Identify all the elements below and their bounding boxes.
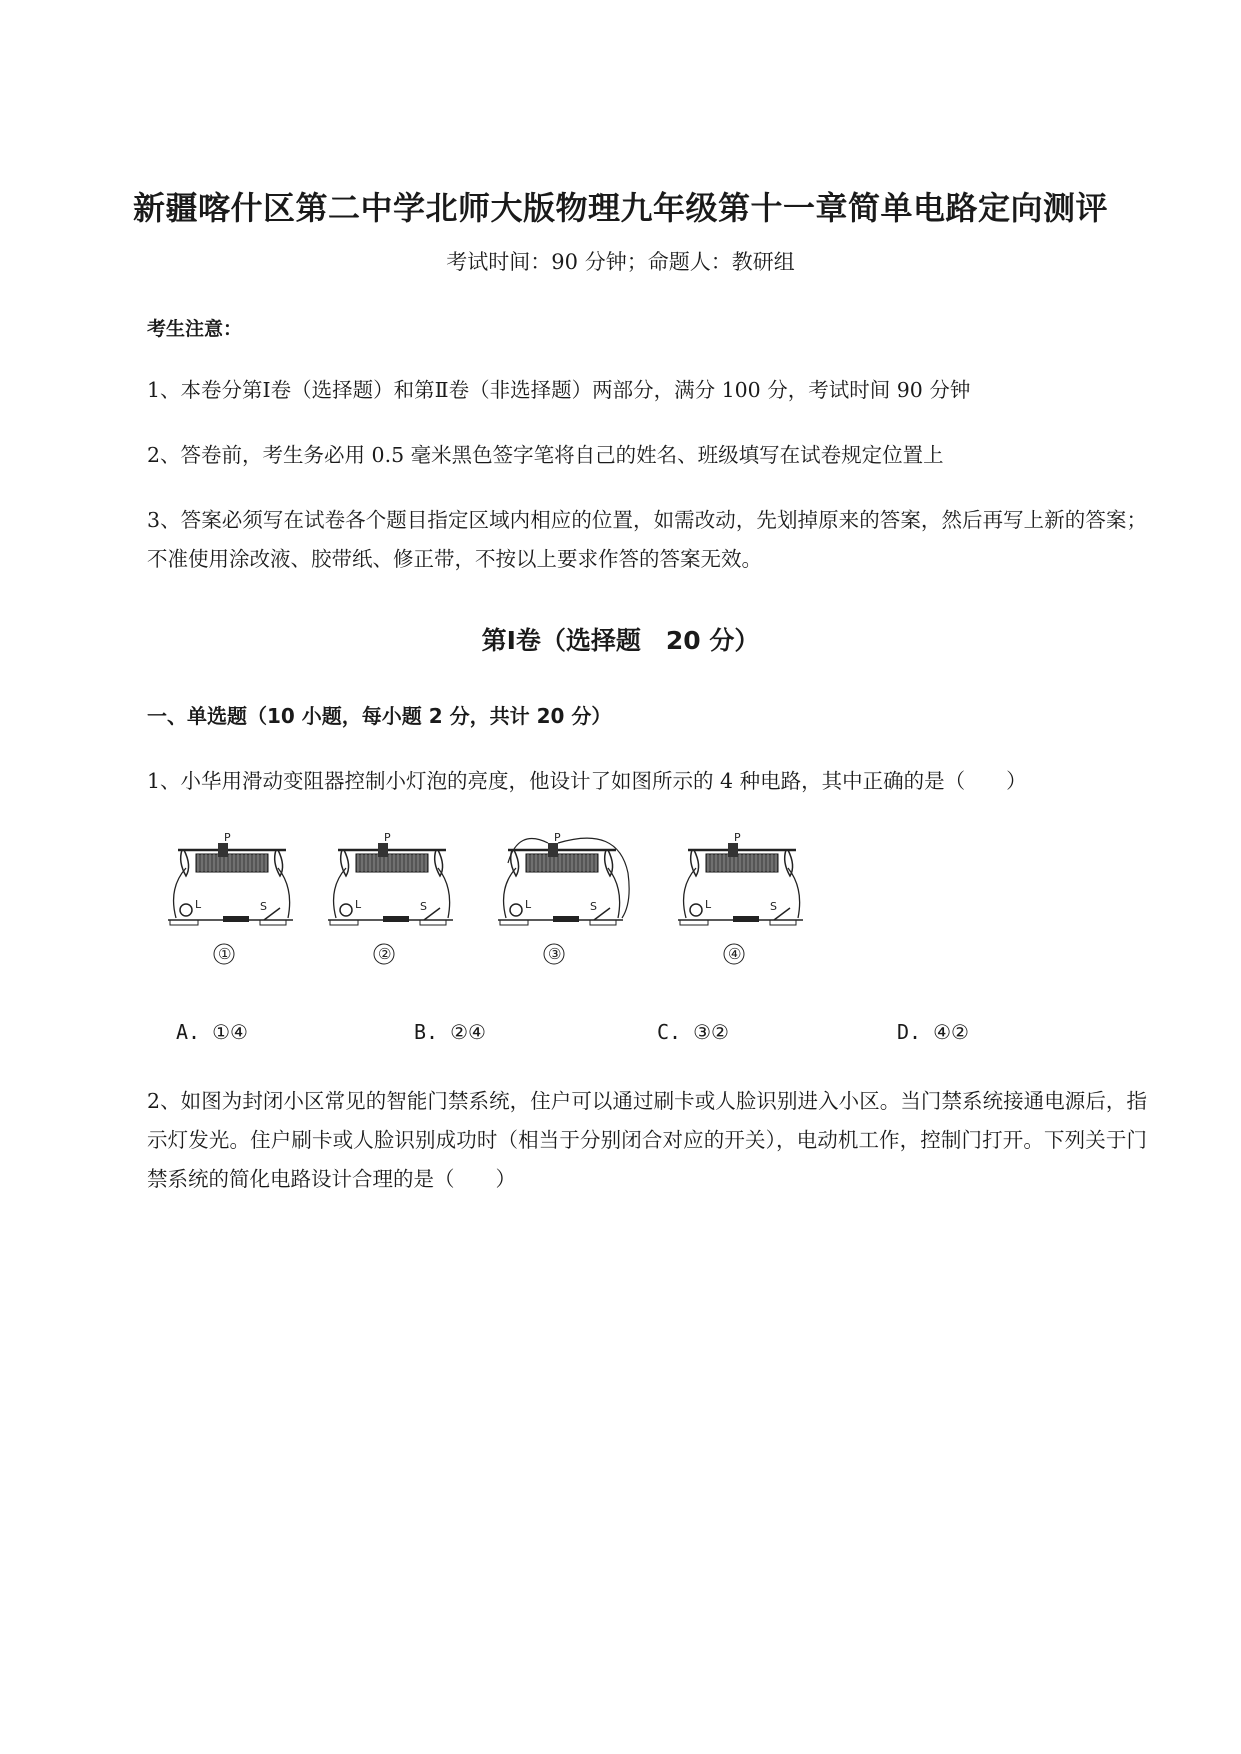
figure-number: ① xyxy=(218,945,232,963)
figure-number: ④ xyxy=(728,945,742,963)
rheostat-coil xyxy=(526,854,598,872)
figure-number: ② xyxy=(378,945,392,963)
end-post-left xyxy=(691,850,699,876)
slider xyxy=(728,843,738,857)
slider xyxy=(378,843,388,857)
bulb-l xyxy=(340,904,352,916)
battery xyxy=(733,916,759,922)
battery xyxy=(223,916,249,922)
question-2-text: 2、如图为封闭小区常见的智能门禁系统，住户可以通过刷卡或人脸识别进入小区。当门禁系统接通电源后，指示灯发光。住户刷卡或人脸识别成功时（相当于分别闭合对应的开关），电动机工作，控制门打开。下列关于门禁系统的简化电路设计合理的是（ ） xyxy=(147,1089,1147,1191)
label-p: P xyxy=(224,831,231,844)
option-d[interactable]: D. ④② xyxy=(897,1020,969,1044)
label-p: P xyxy=(384,831,391,844)
bulb-l xyxy=(180,904,192,916)
option-b[interactable]: B. ②④ xyxy=(414,1020,486,1044)
label-l: L xyxy=(525,898,532,911)
circuit-1 xyxy=(168,831,293,964)
label-p: P xyxy=(734,831,741,844)
option-a[interactable]: A. ①④ xyxy=(176,1020,248,1044)
label-s: S xyxy=(770,900,777,913)
figure-number: ③ xyxy=(548,945,562,963)
rheostat-coil xyxy=(706,854,778,872)
battery xyxy=(383,916,409,922)
section-subheading: 一、单选题（10 小题，每小题 2 分，共计 20 分） xyxy=(147,704,612,728)
label-l: L xyxy=(705,898,712,911)
slider xyxy=(548,843,558,857)
circuit-2 xyxy=(328,831,453,964)
end-post-left xyxy=(181,850,189,876)
notice-item-3: 3、答案必须写在试卷各个题目指定区域内相应的位置，如需改动，先划掉原来的答案，然后再写上新的答案；不准使用涂改液、胶带纸、修正带，不按以上要求作答的答案无效。 xyxy=(147,508,1147,571)
label-l: L xyxy=(355,898,362,911)
exam-info: 考试时间：90 分钟；命题人：教研组 xyxy=(446,250,795,274)
battery xyxy=(553,916,579,922)
question-1-text: 1、小华用滑动变阻器控制小灯泡的亮度，他设计了如图所示的 4 种电路，其中正确的是（ ） xyxy=(147,769,1027,793)
rheostat-coil xyxy=(356,854,428,872)
section-title: 第Ⅰ卷（选择题 20 分） xyxy=(481,626,760,655)
bulb-l xyxy=(510,904,522,916)
label-s: S xyxy=(590,900,597,913)
label-s: S xyxy=(420,900,427,913)
circuit-diagrams-figure xyxy=(168,831,868,978)
option-c[interactable]: C. ③② xyxy=(657,1020,729,1044)
circuit-3 xyxy=(498,831,629,964)
end-post-left xyxy=(341,850,349,876)
slider xyxy=(218,843,228,857)
notice-item-2: 2、答卷前，考生务必用 0.5 毫米黑色签字笔将自己的姓名、班级填写在试卷规定位置上 xyxy=(147,443,944,467)
label-l: L xyxy=(195,898,202,911)
circuit-4 xyxy=(678,831,803,964)
label-p: P xyxy=(554,831,561,844)
notice-item-1: 1、本卷分第Ⅰ卷（选择题）和第Ⅱ卷（非选择题）两部分，满分 100 分，考试时间 90 分钟 xyxy=(147,378,971,402)
rheostat-coil xyxy=(196,854,268,872)
label-s: S xyxy=(260,900,267,913)
notice-heading: 考生注意： xyxy=(147,318,243,340)
bulb-l xyxy=(690,904,702,916)
page-title: 新疆喀什区第二中学北师大版物理九年级第十一章简单电路定向测评 xyxy=(132,189,1108,227)
